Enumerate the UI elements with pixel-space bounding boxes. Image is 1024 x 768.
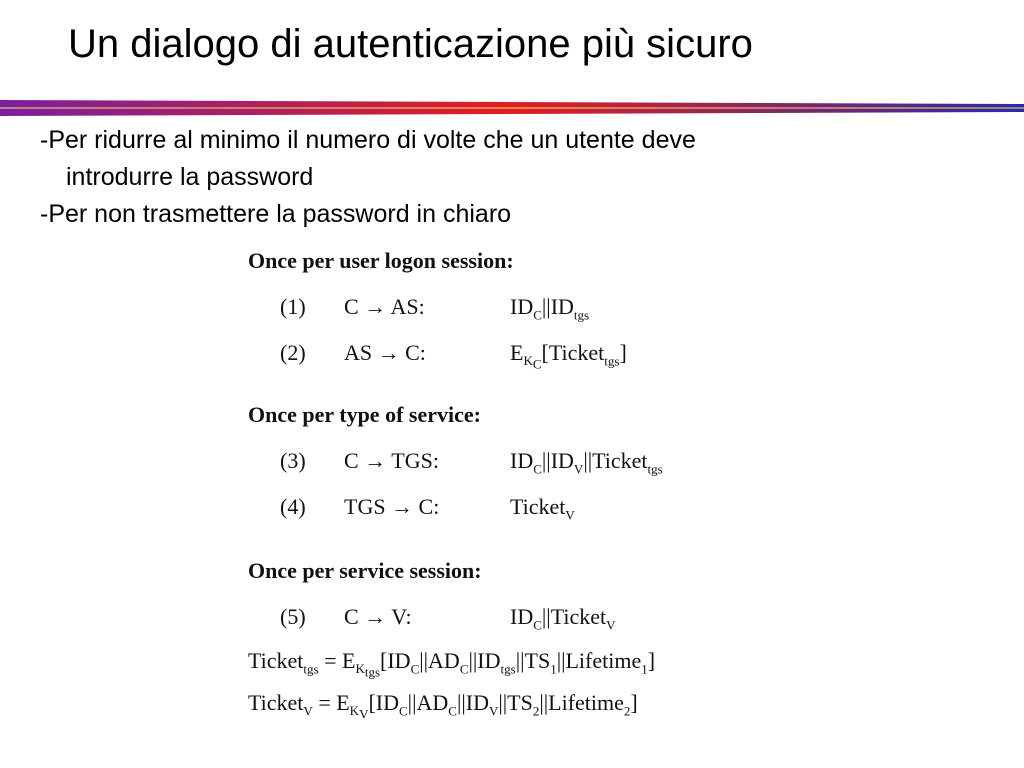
- step-flow: AS → C:: [344, 340, 426, 365]
- bullet-1-continued: introdurre la password: [66, 163, 314, 191]
- step-message: $E_{K_C}[Ticket_{tgs}]$: [510, 340, 627, 372]
- bullet-1: -Per ridurre al minimo il numero di volte che un utente deve: [40, 126, 696, 154]
- step-message: $ID_C||ID_{tgs}$: [510, 294, 590, 323]
- section-heading-service-type: Once per type of service:: [248, 402, 481, 427]
- step-flow: C → V:: [344, 604, 412, 629]
- step-number: (5): [280, 604, 306, 629]
- step-number: (1): [280, 294, 306, 319]
- bullet-list: [40, 122, 1000, 233]
- step-message: $ID_C||ID_V||Ticket_{tgs}$: [510, 448, 663, 477]
- step-number: (2): [280, 340, 306, 365]
- step-message: Ticket$_V$: [510, 494, 575, 523]
- title-divider: [0, 98, 1024, 118]
- step-flow: C → AS:: [344, 294, 425, 319]
- step-flow: TGS → C:: [344, 494, 440, 519]
- step-number: (4): [280, 494, 306, 519]
- step-message: $ID_C||Ticket_V$: [510, 604, 616, 633]
- ticket-v-definition: Ticket$_V$ = $E_{K_V}[ID_C||AD_C||ID_V||TS_2||Lifetime_2]$: [248, 690, 638, 722]
- section-heading-service-session: Once per service session:: [248, 558, 482, 583]
- step-flow: C → TGS:: [344, 448, 439, 473]
- ticket-tgs-definition: Ticket$_{tgs}$ = $E_{K_{tgs}}[ID_C||AD_C||ID_{tgs}||TS_1||Lifetime_1]$: [248, 648, 656, 680]
- protocol-figure: [248, 248, 828, 738]
- slide-title: Un dialogo di autenticazione più sicuro: [68, 22, 753, 66]
- section-heading-logon: Once per user logon session:: [248, 248, 514, 273]
- bullet-2: -Per non trasmettere la password in chiaro: [40, 200, 512, 228]
- step-number: (3): [280, 448, 306, 473]
